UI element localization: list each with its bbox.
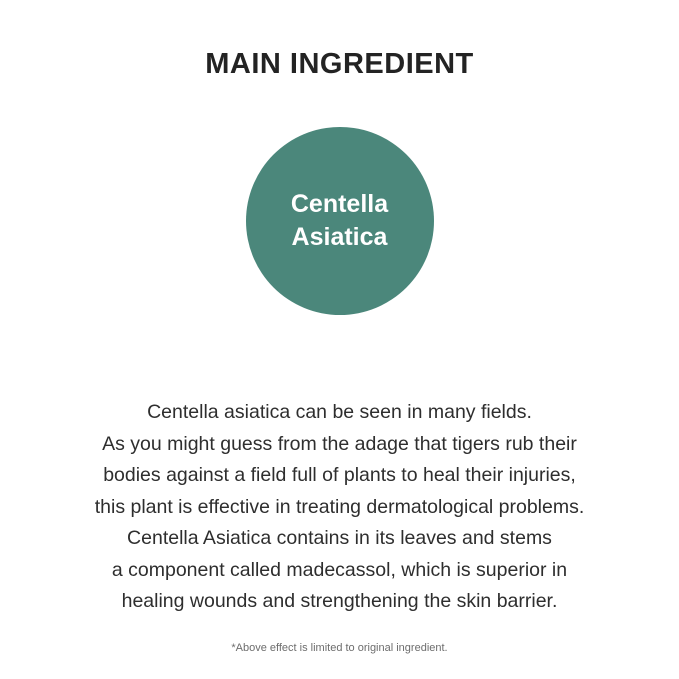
description-line: this plant is effective in treating dermatological problems.: [94, 495, 585, 518]
page-title: MAIN INGREDIENT: [205, 48, 474, 80]
description-paragraph: [0, 397, 679, 618]
badge-line-1: Centella: [290, 190, 389, 218]
description-line: Centella asiatica can be seen in many fields.: [147, 401, 532, 423]
footnote-text: *Above effect is limited to original ingredient.: [231, 642, 448, 655]
description-line: As you might guess from the adage that tigers rub their: [102, 432, 577, 455]
description-line: healing wounds and strengthening the skin barrier.: [121, 590, 558, 613]
description-line: bodies against a field full of plants to heal their injuries,: [103, 464, 576, 487]
description-line: Centella Asiatica contains in its leaves and stems: [127, 527, 552, 550]
description-line: a component called madecassol, which is superior in: [111, 558, 568, 581]
ingredient-badge-wrapper: [0, 127, 679, 315]
badge-line-2: Asiatica: [291, 223, 388, 251]
ingredient-badge: [246, 127, 434, 315]
